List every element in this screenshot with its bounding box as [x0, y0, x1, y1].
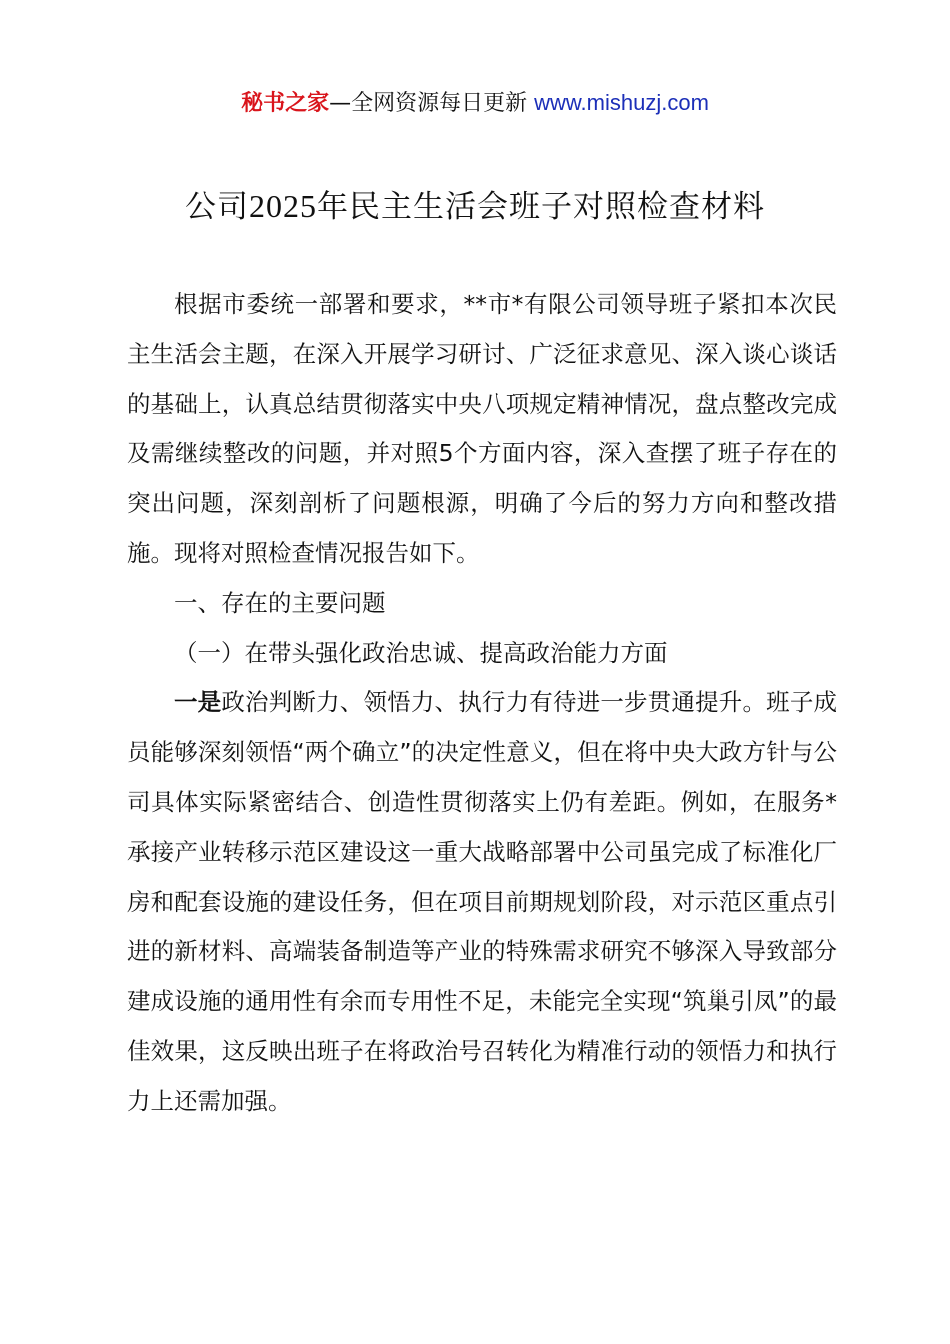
site-url-link[interactable]: www.mishuzj.com	[534, 90, 709, 115]
point-lead: 一是	[174, 688, 222, 717]
title-prefix: 公司	[185, 189, 249, 225]
site-tagline: —全网资源每日更新	[329, 91, 535, 116]
intro-paragraph: 根据市委统一部署和要求，**市*有限公司领导班子紧扣本次民主生活会主题，在深入开展学习研讨、广泛征求意见、深入谈心谈话的基础上，认真总结贯彻落实中央八项规定精神情况，盘点整改完成及需继续整改的问题，并对照5个方面内容，深入查摆了班子存在的突出问题，深刻剖析了问题根源，明确了今后的努力方向和整改措施。现将对照检查情况报告如下。	[127, 290, 837, 567]
subsection-heading: （一）在带头强化政治忠诚、提高政治能力方面	[174, 638, 668, 667]
document-title	[0, 180, 950, 233]
site-header	[0, 86, 950, 121]
title-suffix: 年民主生活会班子对照检查材料	[317, 189, 765, 225]
site-brand: 秘书之家	[241, 91, 330, 116]
title-year: 2025	[249, 188, 317, 224]
document-body	[127, 280, 837, 1127]
point-text: 政治判断力、领悟力、执行力有待进一步贯通提升。班子成员能够深刻领悟“两个确立”的决定性意义，但在将中央大政方针与公司具体实际紧密结合、创造性贯彻落实上仍有差距。例如，在服务*承接产业转移示范区建设这一重大战略部署中公司虽完成了标准化厂房和配套设施的建设任务，但在项目前期规划阶段，对示范区重点引进的新材料、高端装备制造等产业的特殊需求研究不够深入导致部分建成设施的通用性有余而专用性不足，未能完全实现“筑巢引凤”的最佳效果，这反映出班子在将政治号召转化为精准行动的领悟力和执行力上还需加强。	[127, 688, 838, 1115]
section-heading: 一、存在的主要问题	[174, 588, 386, 617]
point-paragraph	[127, 678, 837, 1126]
